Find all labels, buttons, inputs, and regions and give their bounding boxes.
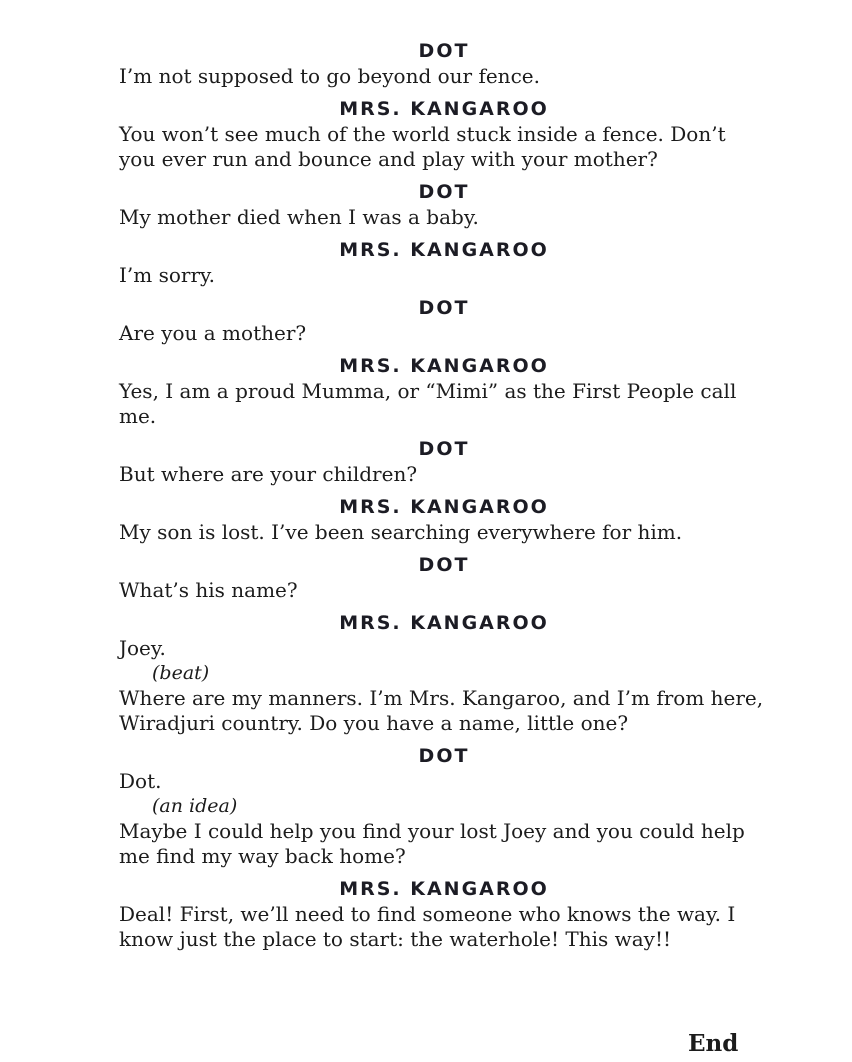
dialogue-line: What’s his name? [119,578,298,602]
speaker-name: MRS. KANGAROO [339,98,549,120]
dialogue-line: My son is lost. I’ve been searching everywhere for him. [119,520,683,544]
dialogue-line: know just the place to start: the waterhole! This way!! [119,927,672,951]
dialogue-line: Maybe I could help you find your lost Joey and you could help [119,819,745,843]
dialogue-block [119,295,769,346]
end-label: End [688,1030,739,1057]
speaker-name: MRS. KANGAROO [339,612,549,634]
stage-direction: (an idea) [152,795,238,817]
dialogue-line: me. [119,404,157,428]
dialogue-block [119,237,769,288]
dialogue-line: Dot. [119,769,162,793]
dialogue-block [119,494,769,545]
dialogue-line: Yes, I am a proud Mumma, or “Mimi” as the First People call [119,379,737,403]
dialogue-line: I’m not supposed to go beyond our fence. [119,64,540,88]
dialogue-block [119,610,769,736]
dialogue-block [119,436,769,487]
dialogue-line: Are you a mother? [119,321,307,345]
speaker-name: DOT [418,554,470,576]
dialogue-line: Deal! First, we’ll need to find someone who knows the way. I [119,902,736,926]
speaker-name: DOT [418,745,470,767]
speaker-name: DOT [418,438,470,460]
dialogue-block [119,743,769,869]
dialogue-line: me find my way back home? [119,844,406,868]
dialogue-block [119,353,769,429]
speaker-name: MRS. KANGAROO [339,496,549,518]
dialogue-line: Wiradjuri country. Do you have a name, little one? [119,711,629,735]
script-page [119,38,769,959]
dialogue-line: My mother died when I was a baby. [119,205,479,229]
dialogue-line: you ever run and bounce and play with your mother? [119,147,658,171]
speaker-name: DOT [418,297,470,319]
dialogue-line: Where are my manners. I’m Mrs. Kangaroo, and I’m from here, [119,686,764,710]
dialogue-block [119,876,769,952]
dialogue-block [119,96,769,172]
dialogue-line: I’m sorry. [119,263,216,287]
dialogue-line: You won’t see much of the world stuck inside a fence. Don’t [119,122,726,146]
dialogue-block [119,38,769,89]
speaker-name: MRS. KANGAROO [339,878,549,900]
speaker-name: DOT [418,181,470,203]
speaker-name: MRS. KANGAROO [339,355,549,377]
dialogue-block [119,179,769,230]
speaker-name: DOT [418,40,470,62]
speaker-name: MRS. KANGAROO [339,239,549,261]
dialogue-line: Joey. [119,636,166,660]
stage-direction: (beat) [152,662,210,684]
dialogue-line: But where are your children? [119,462,418,486]
dialogue-block [119,552,769,603]
